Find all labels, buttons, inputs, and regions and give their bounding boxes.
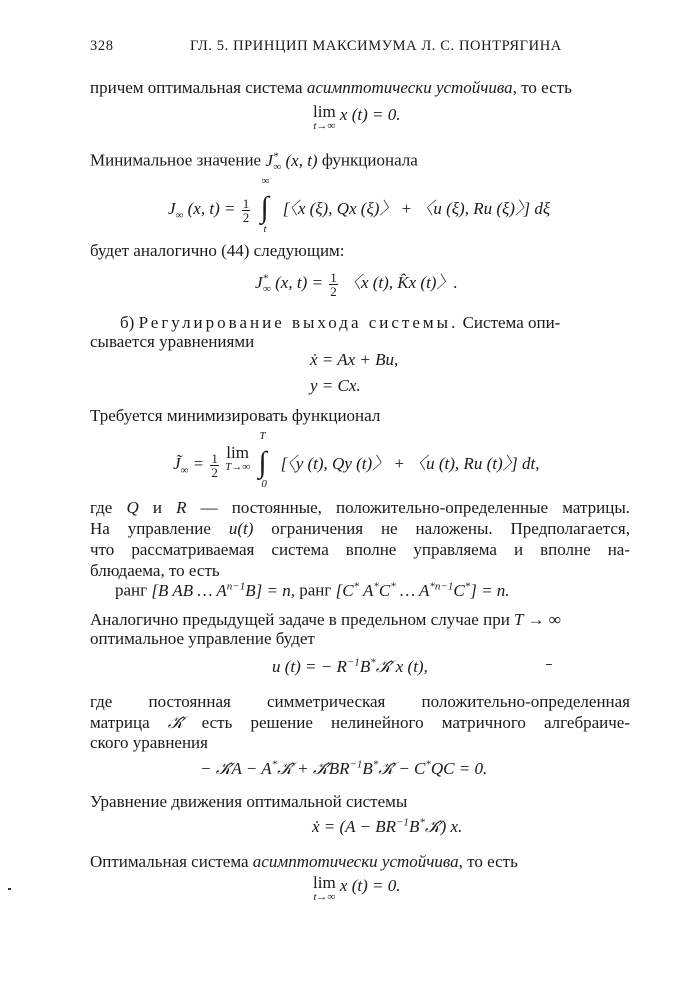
paragraph-line <box>90 712 630 734</box>
text: , то есть <box>458 852 518 871</box>
paragraph-line <box>90 497 630 519</box>
spaced-heading: Регулирование выхода системы. <box>138 313 459 332</box>
math-inline: u(t) <box>228 519 254 538</box>
equation-rank: ранг [B AB … $A^{n-1}B] = n$, ранг [C* A*C* … $A^{*n-1}C^*] = n$. <box>115 580 510 600</box>
text: функционала <box>317 150 418 170</box>
equation-riccati: − 𝒦̂A − A*𝒦̂ + $𝒦̂BR^{-1}B^*𝒦̂ - C^*QC = 0$. <box>200 758 488 778</box>
text: Оптимальная система <box>90 852 253 871</box>
text: матрица <box>90 713 168 732</box>
paragraph-line <box>90 77 630 99</box>
equation-limit-final <box>313 873 401 904</box>
text: ограничения не наложены. Предполагается, <box>253 519 631 538</box>
stray-mark <box>8 888 11 890</box>
text: б) <box>120 313 139 332</box>
equation-system-1: ẋ = Ax + Bu, <box>310 350 399 369</box>
paragraph-line: оптимальное управление будет <box>90 629 315 648</box>
text: Система опи- <box>458 313 561 332</box>
math-inline: Q <box>126 498 139 517</box>
rank-label: ранг <box>299 580 332 600</box>
rank-label: ранг <box>115 580 148 600</box>
equation-body: x (t) = 0. <box>335 105 401 124</box>
emphasis: асимптотически устойчива <box>252 852 459 871</box>
paragraph-line: где постоянная симметрическая положительно-определенная <box>90 692 630 711</box>
text: Минимальное значение <box>90 150 266 170</box>
text: и <box>138 498 177 517</box>
emphasis: асимптотически устойчива <box>306 78 513 97</box>
equation-min-value: $J^*_\infty$ (x, t) = $\frac{1}{2}$ 〈x (t), K̂x (t)〉. <box>255 269 458 299</box>
lim-operator: lim <box>313 102 336 121</box>
math-inline: 𝒦̂ <box>167 713 184 732</box>
equation-motion: ẋ = $(A - BR^{-1}B^*𝒦̂)$ x. <box>312 816 463 836</box>
paragraph-line: Уравнение движения оптимальной системы <box>90 792 408 811</box>
paragraph-line: ского уравнения <box>90 733 208 752</box>
paragraph-line: блюдаема, то есть <box>90 561 220 580</box>
equation-output-functional: $J̃_\infty$ = $\frac{1}{2}$ lim T→∞ ∫ T 0 [〈y (t), Qy (t)〉 + 〈u (t), Ru (t)〉] dt, <box>173 430 540 490</box>
equation-control: u (t) = − $R^{-1}B^*𝒦̂$ x (t), <box>272 656 428 676</box>
paragraph-line <box>90 851 630 873</box>
text: причем оптимальная система <box>90 78 307 97</box>
text: На управление <box>90 519 229 538</box>
equation-system-2: y = Cx. <box>310 376 361 395</box>
equation-body: x (t) = 0. <box>335 876 401 895</box>
text: , то есть <box>512 78 572 97</box>
math-inline: R <box>176 498 187 517</box>
lim-subscript: t→∞ <box>313 120 336 132</box>
paragraph-line: сывается уравнениями <box>90 332 255 351</box>
math-inline: T → ∞ <box>514 610 561 629</box>
text: есть решение нелинейного матричного алгебраиче- <box>183 713 630 732</box>
text: — постоянные, положительно-определенные матрицы. <box>186 498 630 517</box>
text: Аналогично предыдущей задаче в предельном случае при <box>90 610 515 629</box>
paragraph-line <box>90 145 630 178</box>
page-number: 328 <box>90 38 114 54</box>
paragraph-line: будет аналогично (44) следующим: <box>90 241 345 260</box>
paragraph-line: что рассматриваемая система вполне управляема и вполне на- <box>90 540 630 559</box>
math-inline: $J^*_\infty$ (x, t) <box>265 150 318 174</box>
equation-functional: $J_\infty$ (x, t) = $\frac{1}{2}$ ∫ ∞ t [〈x (ξ), Qx (ξ)〉 + 〈u (ξ), Ru (ξ)〉] dξ <box>168 175 551 235</box>
lim-subscript: t→∞ <box>313 891 336 903</box>
chapter-title: ГЛ. 5. ПРИНЦИП МАКСИМУМА Л. С. ПОНТРЯГИНА <box>190 38 562 54</box>
equation-limit <box>313 102 401 133</box>
text: где <box>90 498 127 517</box>
paragraph-line <box>90 518 630 540</box>
stray-mark <box>546 664 552 665</box>
lim-operator: lim <box>313 873 336 892</box>
paragraph-line: Требуется минимизировать функционал <box>90 406 381 425</box>
